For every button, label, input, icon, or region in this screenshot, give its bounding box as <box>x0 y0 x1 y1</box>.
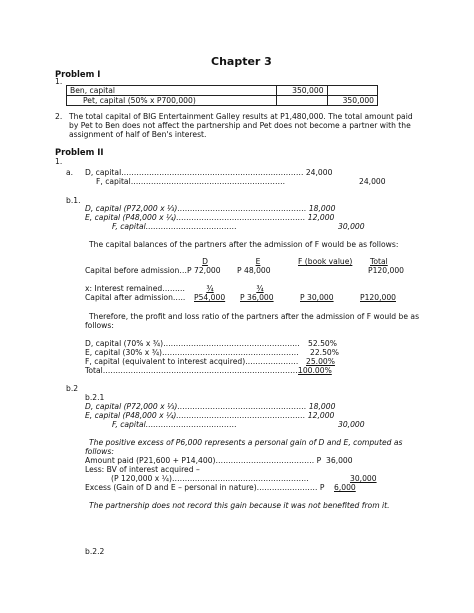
capital-before-d: P 72,000 <box>187 266 221 275</box>
part-b1-f-capital: F, capital……………………………… <box>112 222 237 231</box>
part-b22-label: b.2.2 <box>85 547 105 556</box>
part-b2-label: b.2 <box>66 384 79 393</box>
gain-not-recorded-note: The partnership does not record this gain because it was not benefited from it. <box>89 501 390 510</box>
amount-paid-line: Amount paid (P21,600 + P14,400)………………………………… P 36,000 <box>85 456 353 465</box>
part-a-f-capital: F, capital……………………………………………………. <box>96 177 285 186</box>
bv-calculation-line: (P 120,000 x ¼)……………………………………………… <box>111 474 309 483</box>
problem-2-item-1-number: 1. <box>55 157 63 166</box>
column-header-total: Total <box>370 257 388 266</box>
problem-1-item-1-number: 1. <box>55 77 63 86</box>
part-b1-f-amount: 30,000 <box>338 222 365 231</box>
ratio-e-value: 22.50% <box>310 348 339 357</box>
part-b21-e-capital: E, capital (P48,000 x ¼)…………………………………………… 12,000 <box>85 411 335 420</box>
excess-gain-label: Excess (Gain of D and E – personal in nature)…………………… P <box>85 483 325 492</box>
bv-amount: 30,000 <box>350 474 377 483</box>
excess-gain-amount: 6,000 <box>334 483 356 492</box>
ratio-f-label: F, capital (equivalent to interest acquired)………………… <box>85 357 299 366</box>
part-a-f-amount: 24,000 <box>359 177 386 186</box>
part-a-d-capital: D, capital……………………………………………………………… 24,000 <box>85 168 333 177</box>
capital-before-total: P120,000 <box>368 266 404 275</box>
capital-after-label: Capital after admission….. <box>85 293 186 302</box>
part-b21-d-capital: D, capital (P72,000 x ⅓)…………………………………………… 18,000 <box>85 402 336 411</box>
table-cell-debit: 350,000 <box>277 86 327 96</box>
part-a-label: a. <box>66 168 74 177</box>
page-title: Chapter 3 <box>211 55 272 68</box>
excess-intro: The positive excess of P6,000 represents a personal gain of D and E, computed as follows: <box>85 438 403 456</box>
part-b21-label: b.2.1 <box>85 393 105 402</box>
capital-balances-intro: The capital balances of the partners after the admission of F would be as follows: <box>89 240 399 249</box>
ratio-d-value: 52.50% <box>308 339 337 348</box>
capital-after-d: P54,000 <box>194 293 226 302</box>
capital-before-e: P 48,000 <box>237 266 271 275</box>
interest-remained-label: x: Interest remained……… <box>85 284 186 293</box>
capital-before-label: Capital before admission… <box>85 266 187 275</box>
problem-1-item-2-number: 2. <box>55 112 63 121</box>
part-b21-f-capital: F, capital……………………………… <box>112 420 237 429</box>
capital-after-f: P 30,000 <box>300 293 334 302</box>
part-b1-d-capital: D, capital (P72,000 x ⅓)…………………………………………… 18,000 <box>85 204 336 213</box>
interest-remained-e: ¾ <box>256 284 264 293</box>
column-header-d: D <box>202 257 208 266</box>
ratio-f-value: 25.00% <box>306 357 335 366</box>
problem-1-heading: Problem I <box>55 69 101 79</box>
ratio-total-value: 100.00% <box>298 366 332 375</box>
table-cell-credit <box>327 86 377 96</box>
table-cell-credit: 350,000 <box>327 96 377 106</box>
part-b1-label: b.1. <box>66 196 81 205</box>
capital-after-e: P 36,000 <box>240 293 274 302</box>
table-row <box>67 86 378 96</box>
table-cell-account: Ben, capital <box>67 86 277 96</box>
ratio-e-label: E, capital (30% x ¾)……………………………………………… <box>85 348 299 357</box>
table-row <box>67 96 378 106</box>
part-b1-e-capital: E, capital (P48,000 x ¼)…………………………………………… 12,000 <box>85 213 335 222</box>
column-header-e: E <box>255 257 261 266</box>
problem-1-item-2-text: The total capital of BIG Entertainment Galley results at P1,480,000. The total amount paid by Pet to Ben does not affect the partnership and Pet does not become a partner with the assignment of half of Ben's interest. <box>69 112 413 139</box>
journal-entry-table <box>66 85 378 106</box>
ratio-total-label: Total…………………………………………………………………… <box>85 366 301 375</box>
table-cell-account: Pet, capital (50% x P700,000) <box>67 96 277 106</box>
part-b21-f-amount: 30,000 <box>338 420 365 429</box>
interest-remained-d: ¾ <box>206 284 214 293</box>
ratio-d-label: D, capital (70% x ¾)……………………………………………… <box>85 339 300 348</box>
table-cell-debit <box>277 96 327 106</box>
capital-after-total: P120,000 <box>360 293 396 302</box>
profit-loss-ratio-intro: Therefore, the profit and loss ratio of the partners after the admission of F would be as follows: <box>85 312 420 330</box>
column-header-f: F (book value) <box>298 257 353 266</box>
problem-2-heading: Problem II <box>55 147 104 157</box>
less-bv-line: Less: BV of interest acquired – <box>85 465 200 474</box>
